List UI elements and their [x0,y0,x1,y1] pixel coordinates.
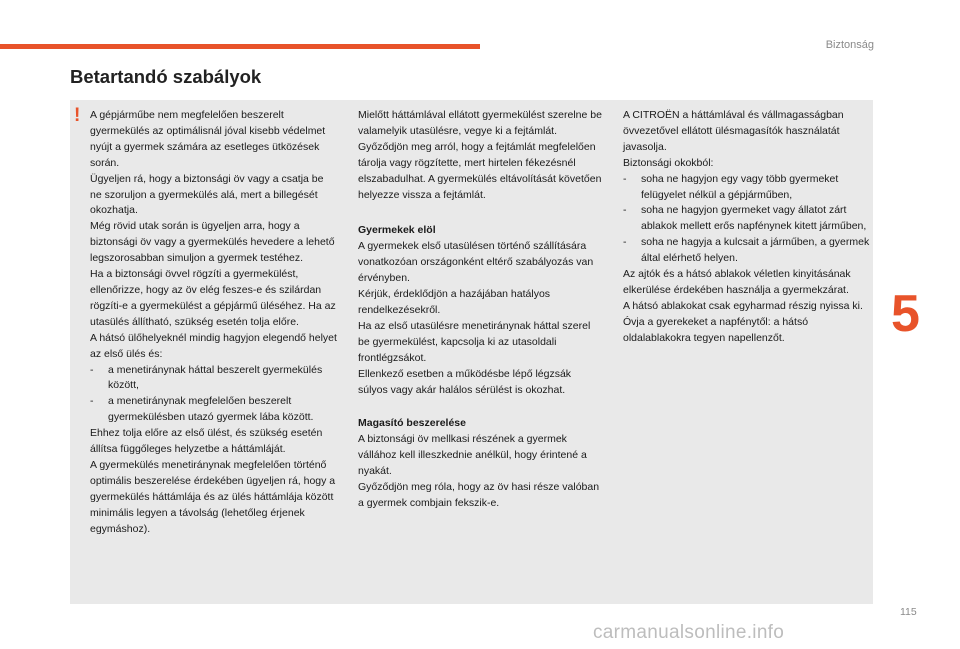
subheading-front-children: Gyermekek elöl [358,224,436,237]
dash-marker: - [90,363,94,376]
paragraph: Ha a biztonsági övvel rögzíti a gyermekülést, ellenőrizze, hogy az öv elég feszes-e és szilárdan rögzíti-e a gyermekülést a gépjármű üléséhez. Ha az utasülés állítható, szükség esetén tolja előre. [90,268,336,328]
list-item-text: soha ne hagyja a kulcsait a járműben, a gyermek által elérhető helyen. [641,236,870,265]
header-accent-bar [0,44,480,49]
page-number: 115 [900,606,917,618]
list-item-text: a menetiránynak megfelelően beszerelt gyermekülésben utazó gyermek lába között. [108,395,314,424]
list-item-text: soha ne hagyjon gyermeket vagy állatot zárt ablakok mellett erős napfénynek kitett járműben, [641,204,867,233]
subheading-booster: Magasító beszerelése [358,417,466,430]
paragraph: A gyermekülés menetiránynak megfelelően történő optimális beszerelése érdekében ügyeljen rá, hogy a gyermekülés háttámlája és az ülés háttámlája között minimális legyen a távolság (lehetőleg érjenek egymáshoz). [90,458,336,535]
list-item [90,394,338,426]
column-3 [623,108,871,347]
paragraph: Még rövid utak során is ügyeljen arra, hogy a biztonsági öv vagy a gyermekülés hevedere a lehető legszorosabban simuljon a gyermek testéhez. [90,220,335,265]
column-1 [90,108,338,537]
paragraph: Óvja a gyerekeket a napfénytől: a hátsó oldalablakokra tegyen napellenzőt. [623,315,809,344]
paragraph: A hátsó ablakokat csak egyharmad részig nyissa ki. [623,299,863,312]
paragraph: Ehhez tolja előre az első ülést, és szükség esetén állítsa függőleges helyzetbe a háttámláját. [90,427,323,456]
paragraph: Biztonsági okokból: [623,156,714,169]
watermark: carmanualsonline.info [593,622,785,643]
column-2 [358,108,603,512]
list-item [90,363,338,395]
list-item [623,172,871,204]
paragraph: A biztonsági öv mellkasi részének a gyermek vállához kell illeszkednie anélkül, hogy érintené a nyakát. [358,433,587,478]
list-item [623,235,871,267]
paragraph: Győződjön meg róla, hogy az öv hasi része valóban a gyermek combjain fekszik-e. [358,481,600,509]
chapter-number: 5 [891,285,920,343]
dash-marker: - [90,395,94,408]
warning-icon: ! [74,105,81,126]
paragraph: A gépjárműbe nem megfelelően beszerelt gyermekülés az optimálisnál jóval kisebb védelmet nyújt a gyermek számára az esetleges ütközések során. [90,109,326,169]
paragraph: A CITROËN a háttámlával és vállmagasságban övvezetővel ellátott ülésmagasítók használatát javasolja. [623,109,844,153]
paragraph: A gyermekek első utasülésen történő szállítására vonatkozóan országonként eltérő szabályozás van érvényben. [358,240,594,285]
paragraph: Győződjön meg arról, hogy a fejtámlát megfelelően tárolja vagy rögzítette, mert hirtelen fékezésnél elszabadulhat. A gyermekülés eltávolítását követően helyezze vissza a fejtámlát. [358,140,602,201]
list-item-text: a menetiránynak háttal beszerelt gyermekülés között, [108,363,323,392]
paragraph: Mielőtt háttámlával ellátott gyermekülést szerelne be valamelyik utasülésre, vegye ki a fejtámlát. [358,109,602,137]
paragraph: Ha az első utasülésre menetiránynak háttal szerel be gyermekülést, kapcsolja ki az utasoldali frontlégzsákot. [358,319,591,364]
dash-marker: - [623,236,627,249]
paragraph: Az ajtók és a hátsó ablakok véletlen kinyitásának elkerülése érdekében használja a gyermekzárat. [623,268,851,296]
page-title: Betartandó szabályok [70,66,262,87]
paragraph: Kérjük, érdeklődjön a hazájában hatályos rendelkezésekről. [358,288,551,316]
section-name: Biztonság [825,39,874,51]
dash-marker: - [623,172,627,185]
paragraph: Ellenkező esetben a működésbe lépő légzsák súlyos vagy akár halálos sérülést is okozhat. [358,367,572,396]
paragraph: Ügyeljen rá, hogy a biztonsági öv vagy a csatja be ne szoruljon a gyermekülés alá, mert a billegését okozhatja. [90,172,324,217]
warning-panel [70,100,873,604]
dash-marker: - [623,204,627,217]
list-item-text: soha ne hagyjon egy vagy több gyermeket felügyelet nélkül a gépjárműben, [641,172,839,201]
list-item [623,203,871,235]
paragraph: A hátsó ülőhelyeknél mindig hagyjon elegendő helyet az első ülés és: [90,331,337,360]
